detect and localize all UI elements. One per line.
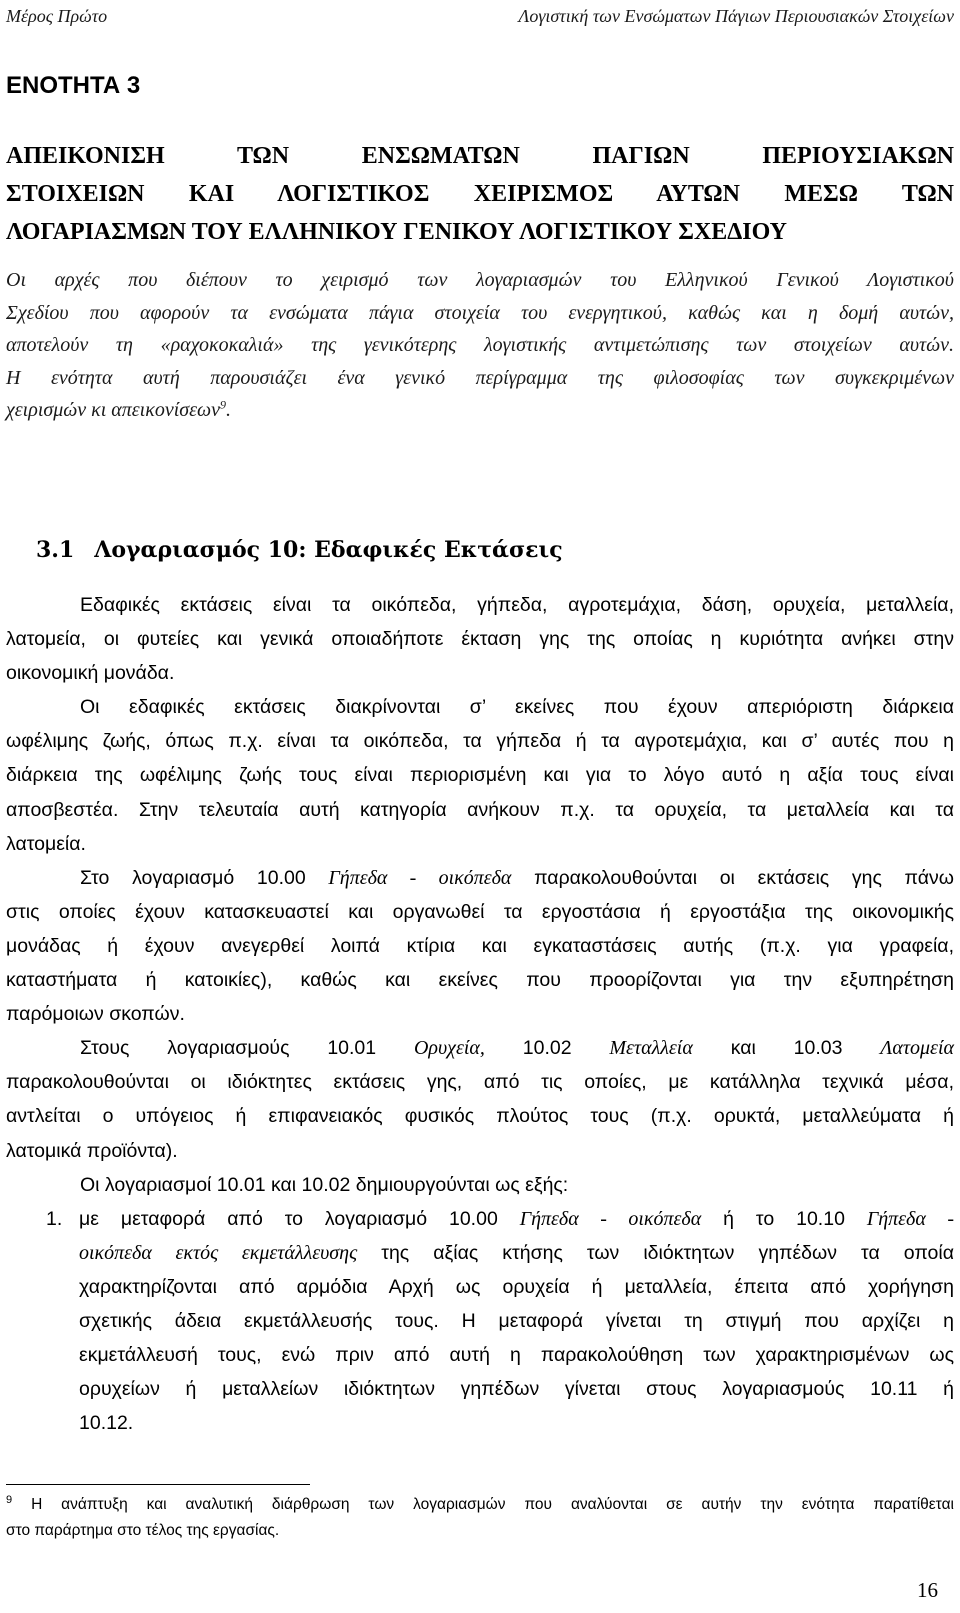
page-number: 16 bbox=[917, 1578, 938, 1602]
body-line: αποσβεστέα. Στην τελευταία αυτή κατηγορία ανήκουν π.χ. τα ορυχεία, τα μεταλλεία και τα bbox=[6, 798, 954, 821]
body-line: ωφέλιμης ζωής, όπως π.χ. είναι τα οικόπεδα, τα γήπεδα ή τα αγροτεμάχια, και σ’ αυτές που η bbox=[6, 730, 954, 753]
footnote-line: στο παράρτημα στο τέλος της εργασίας. bbox=[6, 1522, 280, 1539]
account-name: Ορυχεία, bbox=[413, 1037, 485, 1060]
body-line: αντλείται ο υπόγειος ή επιφανειακός φυσικός πλούτος τους (π.χ. ορυκτά, μεταλλεύματα ή bbox=[6, 1105, 954, 1128]
list-item-line bbox=[6, 1202, 954, 1236]
intro-line-text: χειρισμών κι απεικονίσεων bbox=[6, 399, 221, 422]
header-book-title: Λογιστική των Ενσώματων Πάγιων Περιουσιακών Στοιχείων bbox=[518, 6, 954, 26]
intro-line: Η ενότητα αυτή παρουσιάζει ένα γενικό περίγραμμα της φιλοσοφίας των συγκεκριμένων bbox=[6, 366, 954, 389]
body-line: στις οποίες έχουν κατασκευαστεί και οργανωθεί τα εργοστάσια ή εργοστάξια της οικονομικής bbox=[6, 900, 954, 923]
intro-line: Οι αρχές που διέπουν το χειρισμό των λογαριασμών του Ελληνικού Γενικού Λογιστικού bbox=[6, 269, 954, 291]
footnote bbox=[6, 1492, 954, 1544]
body-text-run: παρακολουθούνται οι εκτάσεις γης πάνω bbox=[511, 866, 954, 889]
body-text-run: 10.02 bbox=[484, 1037, 610, 1060]
account-name: οικόπεδα εκτός εκμετάλλευσης bbox=[79, 1241, 358, 1264]
body-text-run: ή το 10.10 bbox=[701, 1207, 867, 1230]
footnote-marker: 9 bbox=[6, 1493, 13, 1506]
intro-paragraph bbox=[6, 264, 954, 427]
body-line: διάρκεια της ωφέλιμης ζωής τους είναι περιορισμένη και για το λόγο αυτό η αξία τους είναι bbox=[6, 764, 954, 787]
account-name: Γήπεδα - οικόπεδα bbox=[328, 866, 512, 889]
intro-line: αποτελούν τη «ραχοκοκαλιά» της γενικότερης λογιστικής αντιμετώπισης των στοιχείων αυτών. bbox=[6, 334, 954, 357]
section-label: ΕΝΟΤΗΤΑ 3 bbox=[6, 72, 141, 99]
body-line: παρόμοιων σκοπών. bbox=[6, 1003, 185, 1026]
body-text-run: και 10.03 bbox=[692, 1037, 881, 1060]
footnote-separator bbox=[6, 1484, 310, 1485]
list-number: 1. bbox=[46, 1207, 63, 1230]
body-line: Οι εδαφικές εκτάσεις διακρίνονται σ’ εκείνες που έχουν απεριόριστη διάρκεια bbox=[80, 696, 954, 719]
body-text-run: Στους λογαριασμούς 10.01 bbox=[80, 1037, 414, 1060]
body-line: οικονομική μονάδα. bbox=[6, 662, 175, 685]
body-text-run: με μεταφορά από το λογαριασμό 10.00 bbox=[79, 1207, 520, 1230]
body-line bbox=[6, 1031, 954, 1065]
section-title-line: ΣΤΟΙΧΕΙΩΝ ΚΑΙ ΛΟΓΙΣΤΙΚΟΣ ΧΕΙΡΙΣΜΟΣ ΑΥΤΩΝ ΜΕΣΩ ΤΩΝ bbox=[6, 181, 954, 207]
intro-line-last bbox=[6, 394, 954, 427]
subsection-number: 3.1 bbox=[36, 537, 75, 563]
account-name: Λατομεία bbox=[880, 1037, 954, 1060]
footnote-reference[interactable]: 9 bbox=[220, 397, 227, 412]
footnote-line bbox=[6, 1492, 954, 1518]
intro-line: Σχεδίου που αφορούν τα ενσώματα πάγια στοιχεία του ενεργητικού, καθώς και η δομή αυτών, bbox=[6, 301, 954, 324]
list-item-line: χαρακτηρίζονται από αρμόδια Αρχή ως ορυχεία ή μεταλλεία, έπειτα από χορήγηση bbox=[79, 1275, 954, 1298]
account-name: Γήπεδα - bbox=[866, 1207, 955, 1230]
body-line: λατομικά προϊόντα). bbox=[6, 1139, 178, 1162]
body-text-run: Στο λογαριασμό 10.00 bbox=[80, 866, 329, 889]
body-text bbox=[6, 588, 954, 1440]
body-line: λατομεία, οι φυτείες και γενικά οποιαδήποτε έκταση γης της οποίας η κυριότητα ανήκει στην bbox=[6, 628, 954, 651]
intro-line-end: . bbox=[226, 399, 232, 422]
list-item-line bbox=[6, 1236, 954, 1270]
body-line: Οι λογαριασμοί 10.01 και 10.02 δημιουργούνται ως εξής: bbox=[80, 1173, 569, 1196]
list-item-line: ορυχείων ή μεταλλείων ιδιόκτητων γηπέδων γίνεται στους λογαριασμούς 10.11 ή bbox=[79, 1378, 954, 1401]
subsection-title: Λογαριασμός 10: Εδαφικές Εκτάσεις bbox=[94, 537, 563, 563]
body-line: μονάδας ή έχουν ανεγερθεί λοιπά κτίρια και εγκαταστάσεις αυτής (π.χ. για γραφεία, bbox=[6, 934, 954, 957]
account-name: Γήπεδα - οικόπεδα bbox=[519, 1207, 702, 1230]
body-line: λατομεία. bbox=[6, 832, 86, 855]
section-title-line: ΑΠΕΙΚΟΝΙΣΗ ΤΩΝ ΕΝΣΩΜΑΤΩΝ ΠΑΓΙΩΝ ΠΕΡΙΟΥΣΙΑΚΩΝ bbox=[6, 143, 954, 169]
section-title bbox=[6, 137, 954, 251]
section-title-line: ΛΟΓΑΡΙΑΣΜΩΝ ΤΟΥ ΕΛΛΗΝΙΚΟΥ ΓΕΝΙΚΟΥ ΛΟΓΙΣΤΙΚΟΥ ΣΧΕΔΙΟΥ bbox=[6, 219, 788, 245]
header-part-title: Μέρος Πρώτο bbox=[6, 6, 108, 26]
footnote-text: Η ανάπτυξη και αναλυτική διάρθρωση των λογαριασμών που αναλύονται σε αυτήν την ενότητα παρατίθεται bbox=[31, 1496, 954, 1513]
body-line: Εδαφικές εκτάσεις είναι τα οικόπεδα, γήπεδα, αγροτεμάχια, δάση, ορυχεία, μεταλλεία, bbox=[80, 594, 954, 616]
account-name: Μεταλλεία bbox=[609, 1037, 693, 1060]
running-header bbox=[6, 6, 954, 30]
list-item-line: εκμετάλλευσή τους, ενώ πριν από αυτή η παρακολούθηση των χαρακτηρισμένων ως bbox=[79, 1344, 954, 1367]
body-line: καταστήματα ή κατοικίες), καθώς και εκείνες που προορίζονται για την εξυπηρέτηση bbox=[6, 969, 954, 992]
list-item-line: 10.12. bbox=[79, 1412, 134, 1435]
subsection-heading bbox=[36, 537, 563, 563]
list-item-line: σχετικής άδεια εκμετάλλευσής τους. Η μεταφορά γίνεται τη στιγμή που αρχίζει η bbox=[79, 1309, 954, 1332]
body-line bbox=[6, 861, 954, 895]
body-text-run: της αξίας κτήσης των ιδιόκτητων γηπέδων τα οποία bbox=[357, 1241, 954, 1264]
body-line: παρακολουθούνται οι ιδιόκτητες εκτάσεις γης, από τις οποίες, με κατάλληλα τεχνικά μέσα, bbox=[6, 1071, 954, 1094]
